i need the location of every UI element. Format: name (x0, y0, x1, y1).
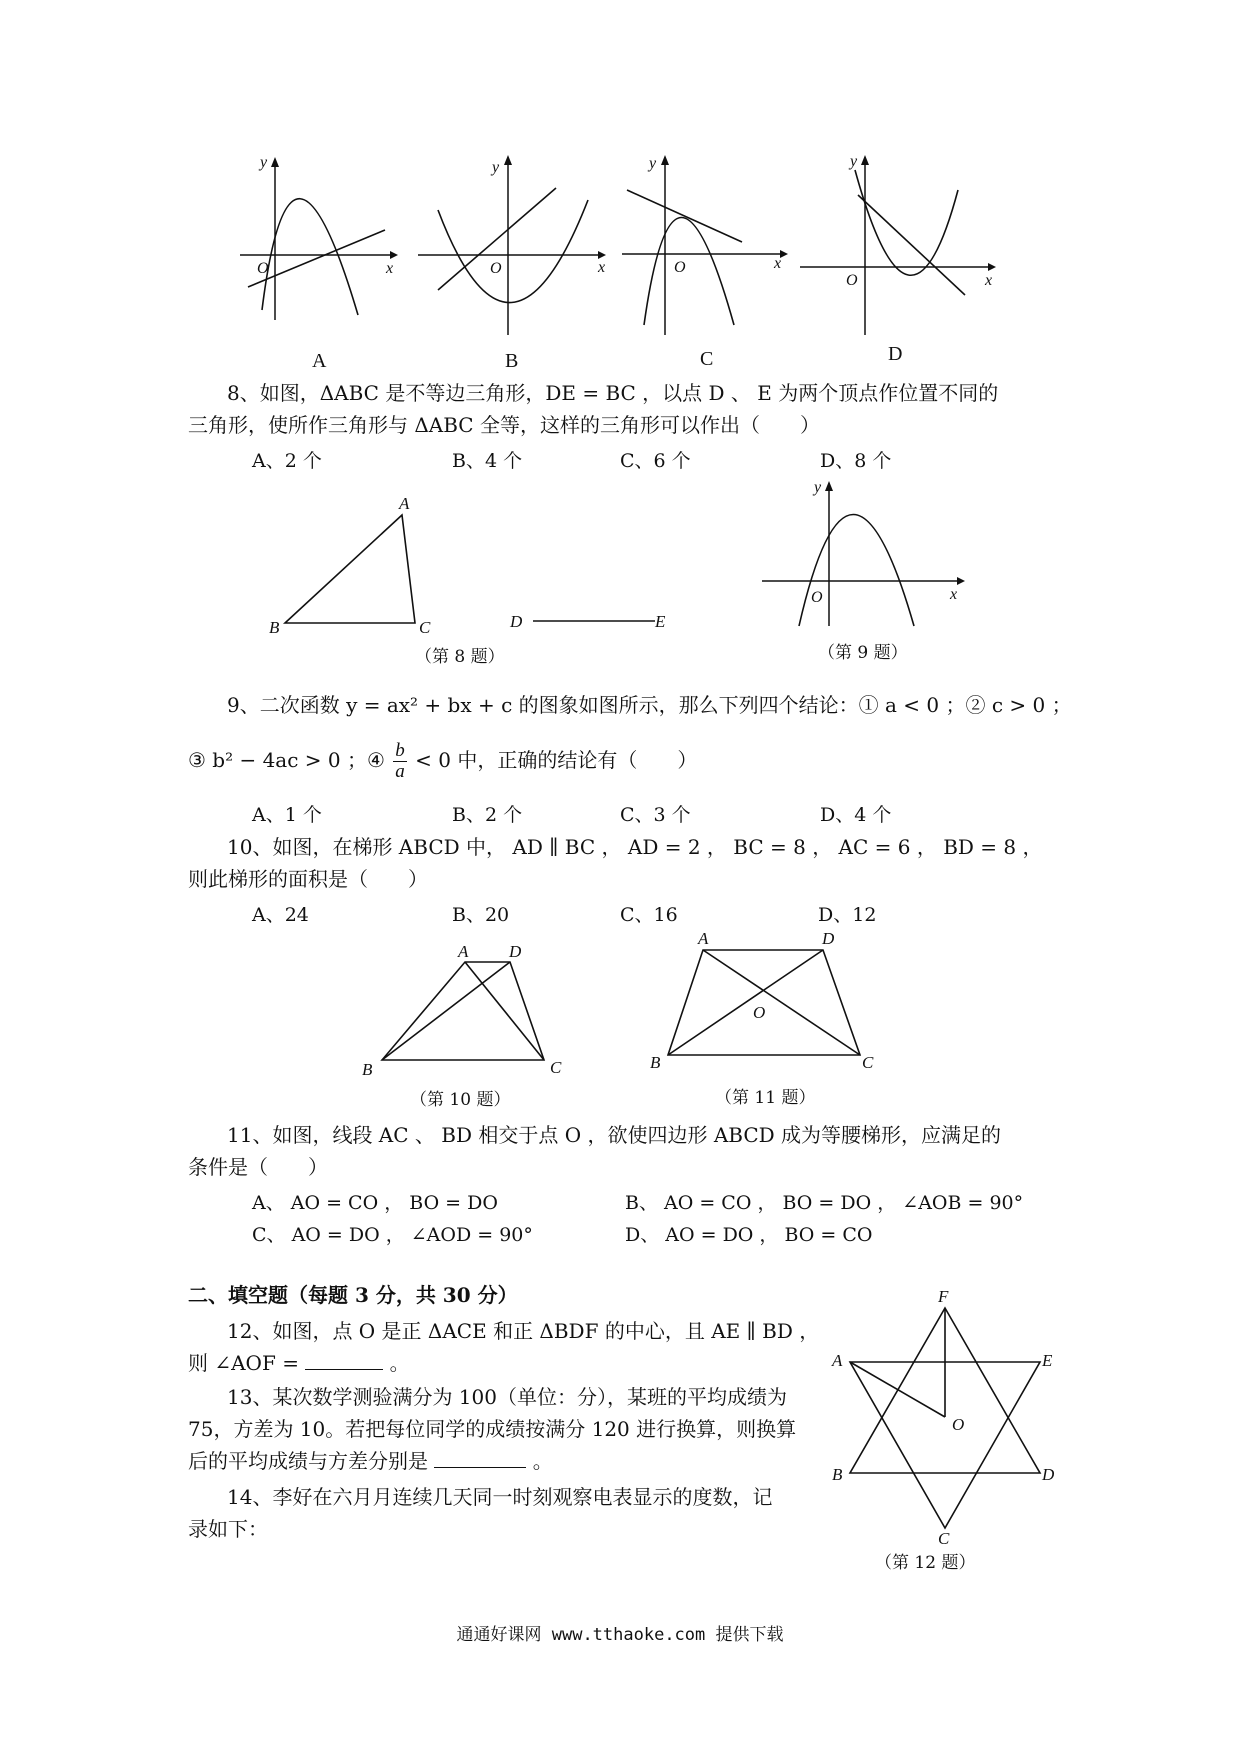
q11-point-c: C (862, 1053, 874, 1072)
q11-option-c: C、 AO = DO ， ∠AOD = 90° (252, 1224, 533, 1246)
q11-figure (650, 930, 890, 1075)
q11-option-d: D、 AO = DO ， BO = CO (625, 1224, 873, 1246)
q12-point-f: F (938, 1287, 949, 1306)
q14-text-line1: 14、李好在六月月连续几天同一时刻观察电表显示的度数，记 (227, 1485, 773, 1509)
q7b-origin-label: O (490, 260, 502, 277)
q9-fig-caption: （第 9 题） (818, 643, 908, 663)
q8-option-d: D、8 个 (820, 450, 892, 472)
q11-fig-caption: （第 11 题） (715, 1088, 816, 1108)
q9-text-line1: 9、二次函数 y = ax² + bx + c 的图象如图所示，那么下列四个结论：① a < 0 ；② c > 0 ； (227, 693, 1072, 717)
q7-graph-b (418, 150, 608, 340)
q10-option-c: C、16 (620, 904, 678, 926)
q9-line2-start: ③ b² − 4ac > 0 ；④ (188, 748, 385, 772)
q8-option-b: B、4 个 (452, 450, 523, 472)
section2-title: 二、填空题（每题 3 分，共 30 分） (188, 1283, 518, 1307)
q10-point-d: D (509, 942, 522, 961)
q12-point-b: B (832, 1465, 843, 1484)
q8-point-e: E (655, 612, 666, 631)
q8-point-a: A (399, 494, 410, 513)
q9-option-c: C、3 个 (620, 804, 691, 826)
q8-text-line2: 三角形，使所作三角形与 ΔABC 全等，这样的三角形可以作出（ ） (188, 413, 820, 437)
q10-text-line2: 则此梯形的面积是（ ） (188, 867, 428, 891)
q13-text-line1: 13、某次数学测验满分为 100（单位：分），某班的平均成绩为 (227, 1385, 787, 1409)
q7d-x-label: x (985, 272, 993, 289)
q9-frac-num: b (395, 740, 405, 761)
q8-text-line1: 8、如图，ΔABC 是不等边三角形，DE = BC ，以点 D 、 E 为两个顶点作位置不同的 (227, 381, 999, 405)
q9-option-a: A、1 个 (252, 804, 322, 826)
q10-fig-caption: （第 10 题） (410, 1090, 511, 1110)
q8-fig-caption: （第 8 题） (415, 647, 505, 667)
q10-point-b: B (362, 1060, 373, 1079)
q12-line2-start: 则 ∠AOF = (188, 1351, 299, 1375)
q8-option-a: A、2 个 (252, 450, 322, 472)
q12-answer-blank[interactable] (305, 1349, 383, 1370)
q7-graph-d (800, 150, 1000, 340)
q14-text-line2: 录如下： (188, 1517, 268, 1541)
q13-text-line2: 75，方差为 10。若把每位同学的成绩按满分 120 进行换算，则换算 (188, 1417, 797, 1441)
q9-frac-den: a (395, 761, 405, 782)
q12-text-line1: 12、如图，点 O 是正 ΔACE 和正 ΔBDF 的中心，且 AE ∥ BD ， (227, 1319, 820, 1343)
q9-y-label: y (814, 479, 822, 496)
q13-line3-start: 后的平均成绩与方差分别是 (188, 1449, 428, 1473)
q13-text-line3 (188, 1446, 553, 1476)
q9-x-label: x (950, 586, 958, 603)
q7a-origin-label: O (257, 260, 269, 277)
q7-label-c: C (700, 348, 714, 370)
q10-figure (362, 935, 572, 1080)
q10-text-line1: 10、如图，在梯形 ABCD 中， AD ∥ BC ， AD = 2 ， BC = 8 ， AC = 6 ， BD = 8 ， (227, 835, 1043, 859)
q7d-origin-label: O (846, 272, 858, 289)
q7-label-b: B (505, 350, 519, 372)
q11-point-a: A (698, 929, 709, 948)
q12-point-e: E (1042, 1351, 1053, 1370)
q7b-x-label: x (598, 259, 606, 276)
q10-option-b: B、20 (452, 904, 510, 926)
q10-point-a: A (458, 942, 469, 961)
q9-origin-label: O (811, 589, 823, 606)
q13-line3-end: 。 (532, 1449, 553, 1473)
q7-label-d: D (888, 343, 903, 365)
q10-point-c: C (550, 1058, 562, 1077)
q8-point-d: D (510, 612, 523, 631)
q7a-x-label: x (386, 260, 394, 277)
q10-option-d: D、12 (818, 904, 877, 926)
q12-text-line2 (188, 1348, 410, 1378)
q12-figure (830, 1287, 1060, 1548)
q7c-y-label: y (649, 155, 657, 172)
q7-label-a: A (312, 350, 327, 372)
q7c-origin-label: O (674, 259, 686, 276)
q11-point-d: D (822, 929, 835, 948)
q11-point-b: B (650, 1053, 661, 1072)
q12-point-a: A (832, 1351, 843, 1370)
q12-fig-caption: （第 12 题） (875, 1553, 976, 1573)
q7b-y-label: y (492, 159, 500, 176)
q11-option-a: A、 AO = CO ， BO = DO (252, 1192, 498, 1214)
q11-text-line1: 11、如图，线段 AC 、 BD 相交于点 O ，欲使四边形 ABCD 成为等腰梯形，应满足的 (227, 1123, 1002, 1147)
q13-answer-blank[interactable] (434, 1447, 526, 1468)
q11-option-b: B、 AO = CO ， BO = DO ， ∠AOB = 90° (625, 1192, 1024, 1214)
q11-point-o: O (753, 1003, 766, 1022)
q9-option-b: B、2 个 (452, 804, 523, 826)
q9-figure (762, 478, 972, 628)
q8-point-c: C (419, 618, 431, 637)
q12-point-o: O (952, 1415, 965, 1434)
q7c-x-label: x (774, 255, 782, 272)
q7d-y-label: y (850, 153, 858, 170)
q11-text-line2: 条件是（ ） (188, 1155, 328, 1179)
q8-point-b: B (269, 618, 280, 637)
q9-line2-end: < 0 中，正确的结论有（ ） (415, 748, 698, 772)
q7-graph-c (622, 150, 792, 340)
q7-graph-a (240, 155, 400, 315)
q12-line2-end: 。 (389, 1351, 410, 1375)
q9-fraction (393, 741, 407, 782)
q9-text-line2 (188, 740, 697, 782)
q9-option-d: D、4 个 (820, 804, 892, 826)
q8-option-c: C、6 个 (620, 450, 691, 472)
q8-figure (265, 495, 675, 640)
q10-option-a: A、24 (252, 904, 309, 926)
q12-point-c: C (938, 1529, 950, 1548)
q7a-y-label: y (260, 154, 268, 171)
q12-point-d: D (1042, 1465, 1055, 1484)
footer-source: 通通好课网 www.tthaoke.com 提供下载 (456, 1625, 784, 1645)
